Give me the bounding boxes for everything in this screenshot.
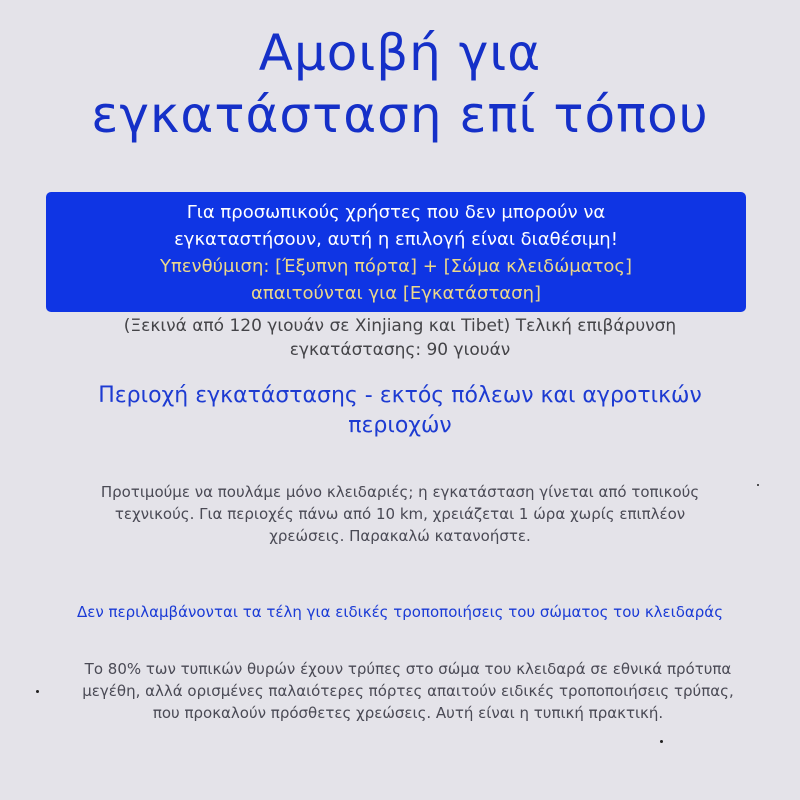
door-info-line-2: μεγέθη, αλλά ορισμένες παλαιότερες πόρτες απαιτούν ειδικές τροποποιήσεις τρύπας,: [82, 682, 734, 700]
page-title-line-1: Αμοιβή για: [258, 24, 542, 82]
local-install-line-3: χρεώσεις. Παρακαλώ κατανοήστε.: [269, 527, 531, 545]
speck-mark: [660, 740, 663, 743]
page-title-line-2: εγκατάσταση επί τόπου: [91, 86, 709, 144]
speck-mark: [36, 690, 39, 693]
pricing-text: [40, 314, 760, 362]
banner-reminder-line-1: Υπενθύμιση: [Έξυπνη πόρτα] + [Σώμα κλειδώματος]: [159, 256, 633, 277]
local-install-paragraph: [40, 481, 760, 547]
pricing-line-1: (Ξεκινά από 120 γιουάν σε Xinjiang και Tibet) Τελική επιβάρυνση: [123, 316, 677, 336]
banner-line-2: εγκαταστήσουν, αυτή η επιλογή είναι διαθέσιμη!: [174, 229, 618, 250]
banner-line-1: Για προσωπικούς χρήστες που δεν μπορούν να: [186, 202, 606, 223]
fees-note: Δεν περιλαμβάνονται τα τέλη για ειδικές τροποποιήσεις του σώματος του κλειδαράς: [76, 603, 724, 621]
area-heading-line-2: περιοχών: [348, 413, 452, 438]
info-banner: [46, 192, 746, 312]
local-install-line-2: τεχνικούς. Για περιοχές πάνω από 10 km, χρειάζεται 1 ώρα χωρίς επιπλέον: [114, 505, 686, 523]
door-info-paragraph: [28, 658, 788, 724]
banner-reminder-line-2: απαιτούνται για [Εγκατάσταση]: [251, 283, 541, 304]
area-heading-line-1: Περιοχή εγκατάστασης - εκτός πόλεων και αγροτικών: [98, 383, 702, 408]
speck-mark: [757, 484, 759, 486]
door-info-line-3: που προκαλούν πρόσθετες χρεώσεις. Αυτή είναι η τυπική πρακτική.: [152, 704, 664, 722]
page-title: [0, 22, 800, 146]
door-info-line-1: Το 80% των τυπικών θυρών έχουν τρύπες στο σώμα του κλειδαρά σε εθνικά πρότυπα: [84, 660, 732, 678]
pricing-line-2: εγκατάστασης: 90 γιουάν: [289, 340, 511, 360]
local-install-line-1: Προτιμούμε να πουλάμε μόνο κλειδαριές; η εγκατάσταση γίνεται από τοπικούς: [100, 483, 700, 501]
area-heading: [20, 381, 780, 441]
